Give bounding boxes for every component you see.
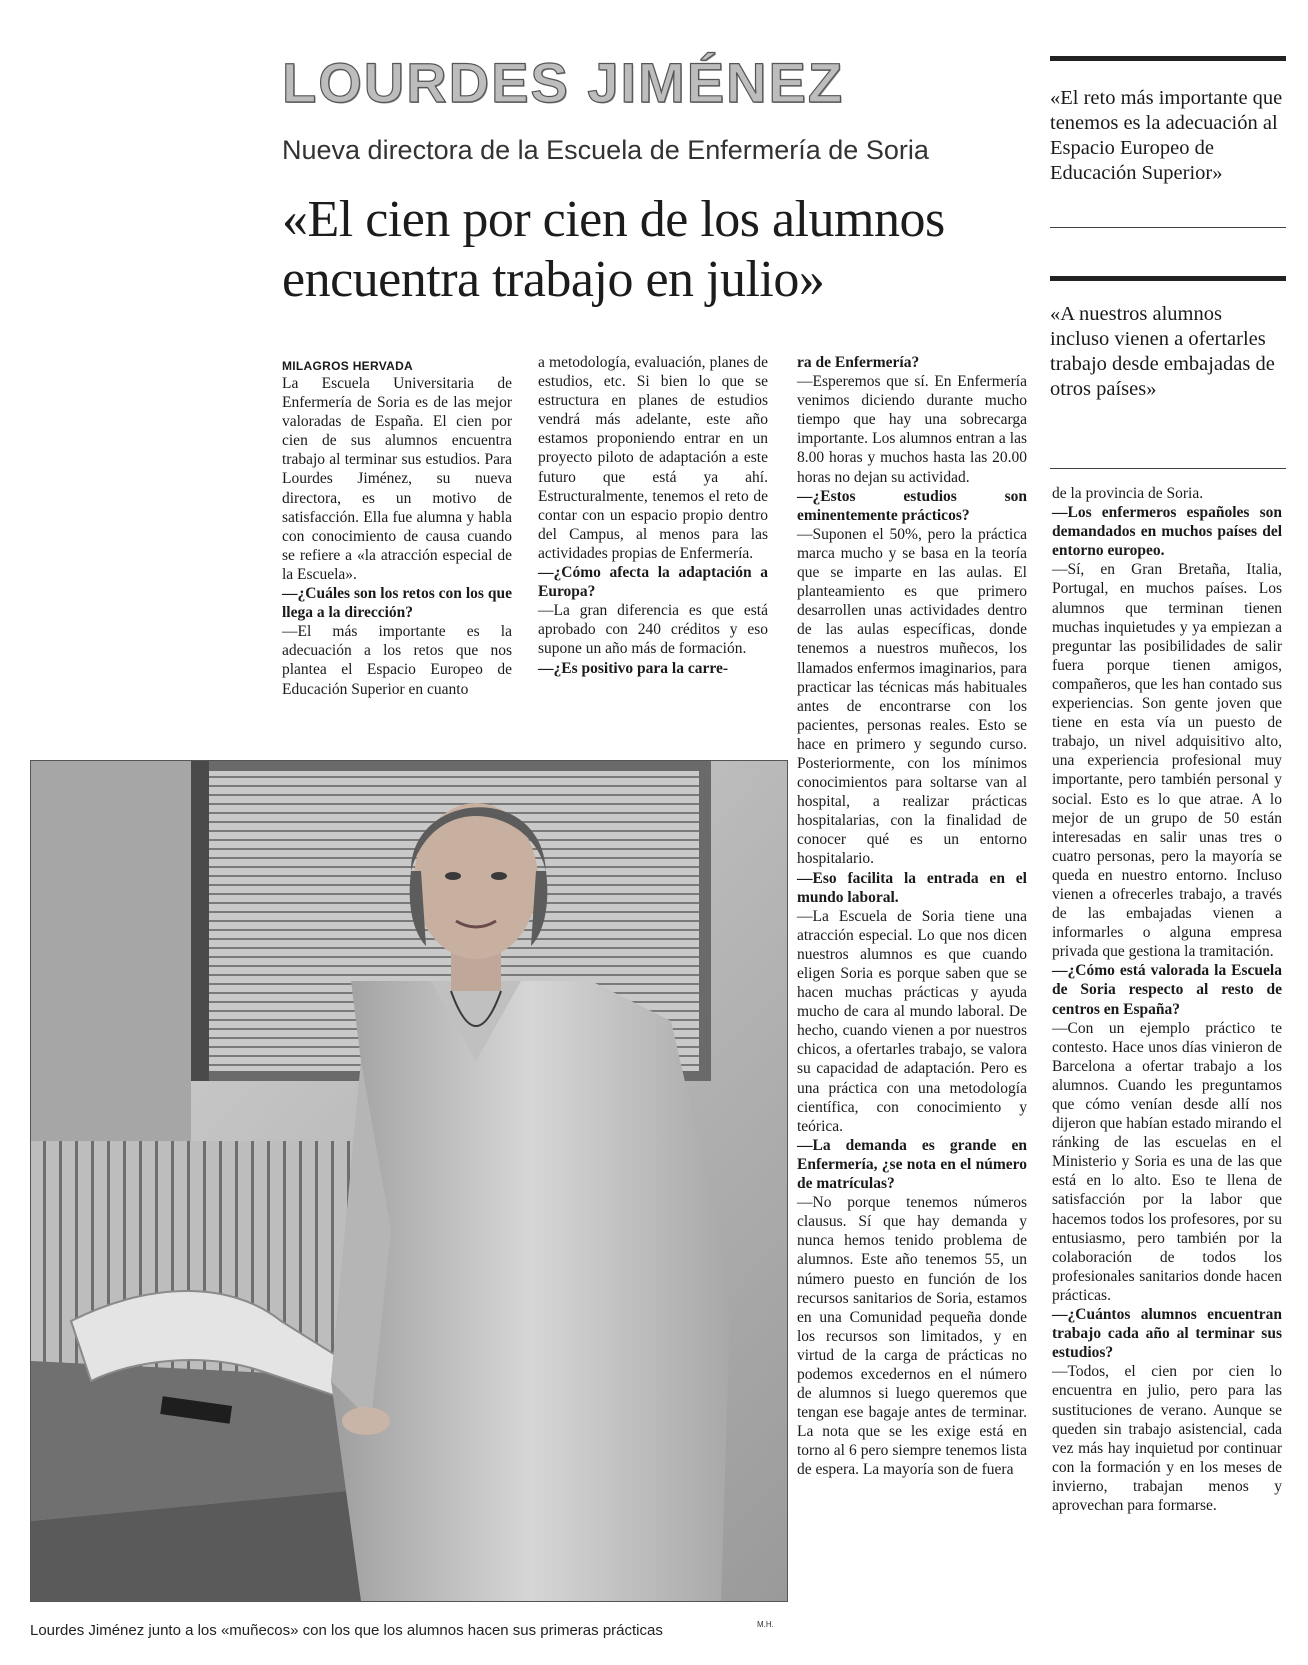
answer: —Con un ejemplo práctico te contesto. Hace unos días vinieron de Barcelona a ofertar trabajo a los alumnos. Cuando les preguntamos que cómo venían desde allí nos dijeron que habían estado mirando el ránking de las escuelas en el Ministerio y Soria es una de las que está en lo alto. Eso te llena de satisfacción por la labor que hacemos todos los profesores, por su entusiasmo, pero también por la colaboración de todos los profesionales sanitarios donde hacen prácticas. (1052, 1019, 1282, 1304)
question: —Los enfermeros españoles son demandados en muchos países del entorno europeo. (1052, 504, 1282, 560)
pull-quote-top-rule (1050, 56, 1286, 61)
answer: —Sí, en Gran Bretaña, Italia, Portugal, en muchos países. Los alumnos que terminan tienen muchas inquietudes y ya empiezan a preguntar las posibilidades de salir fuera porque tienen amigos, compañeros, que les han contado sus experiencias. Son gente joven que tiene en esta vía un puesto de trabajo, un nivel adquisitivo alto, una experiencia profesional muy importante, pero también personal y social. Esto es lo que atrae. A lo mejor de un grupo de 50 están interesadas en salir unas tres o cuatro personas, pero la mayoría se queda en nuestro entorno. Incluso vienen a ofrecerles trabajo, a través de las embajadas vienen a informarles o alguna empresa privada que gestiona la tramitación. (1052, 561, 1282, 961)
answer: —La Escuela de Soria tiene una atracción especial. Lo que nos dicen nuestros alumnos es que cuando eligen Soria es porque saben que se hacen muchas prácticas y ayuda mucho de cara al mundo laboral. De hecho, cuando vienen a por nuestros chicos, a ofertarles trabajo, se valora su capacidad de adaptación. Pero es una práctica con una metodología científica, con conocimiento y teórica. (797, 907, 1027, 1135)
headline: «El cien por cien de los alumnos encuentra trabajo en julio» (282, 191, 945, 308)
question: —La demanda es grande en Enfermería, ¿se nota en el número de matrículas? (797, 1136, 1027, 1193)
question: —¿Cuántos alumnos encuentran trabajo cada año al terminar sus estudios? (1052, 1306, 1282, 1362)
question: —¿Cómo está valorada la Escuela de Soria respecto al resto de centros en España? (1052, 962, 1282, 1018)
question: —¿Cuáles son los retos con los que llega a la dirección? (282, 585, 512, 622)
answer: —Esperemos que sí. En Enfermería venimos diciendo durante mucho tiempo que hay una sobrecarga importante. Los alumnos entran a las 8.00 horas y muchos hasta las 20.00 horas no dejan su actividad. (797, 373, 1027, 486)
pull-quote-1: «El reto más importante que tenemos es la adecuación al Espacio Europeo de Educación Superior» (1050, 87, 1283, 184)
answer: a metodología, evaluación, planes de estudios, etc. Si bien lo que se estructura en planes de estudios vendrá más adelante, este año estamos proponiendo entrar en un proyecto piloto de adaptación a este futuro que está ya ahí. Estructuralmente, tenemos el reto de contar con un espacio propio dentro del Campus, al menos para las actividades propias de Enfermería. (538, 354, 768, 562)
pull-quote-2-top-rule (1050, 276, 1286, 281)
article-column-3 (797, 353, 1027, 1480)
portrait-photo (30, 760, 788, 1602)
answer: —Todos, el cien por cien lo encuentra en julio, pero para las sustituciones de verano. Aunque se queden sin trabajo asistencial, cada vez más hay inquietud por continuar con la formación y en los meses de invierno, trabajan menos y aprovechan para formarse. (1052, 1363, 1282, 1514)
question: —¿Estos estudios son eminentemente prácticos? (797, 487, 1027, 524)
photo-credit: M.H. (757, 1620, 774, 1629)
subtitle: Nueva directora de la Escuela de Enfermería de Soria (282, 135, 929, 165)
answer: de la provincia de Soria. (1052, 485, 1204, 502)
question: ra de Enfermería? (797, 354, 920, 371)
photo-illustration (31, 761, 787, 1601)
byline: MILAGROS HERVADA (282, 359, 414, 373)
article-column-4 (1052, 484, 1282, 1515)
question: —¿Es positivo para la carre- (538, 659, 729, 677)
answer: —Suponen el 50%, pero la práctica marca mucho y se basa en la teoría que se imparte en las aulas. El planteamiento es que primero desarrollen unas actividades dentro de las aulas específicas, donde tenemos a nuestros muñecos, los llamados enfermos imaginarios, para practicar las técnicas más habituales antes de encontrarse con los pacientes, personas reales. Esto se hace en primero y segundo curso. Posteriormente, con los mínimos conocimientos para soltarse van al hospital, a realizar prácticas hospitalarias, con la finalidad de conocer qué es un entorno hospitalario. (797, 525, 1027, 868)
photo-caption: Lourdes Jiménez junto a los «muñecos» con los que los alumnos hacen sus primeras prácticas (30, 1622, 663, 1639)
question: —¿Cómo afecta la adaptación a Europa? (538, 564, 768, 601)
intro-paragraph: La Escuela Universitaria de Enfermería de Soria es de las mejor valoradas de España. El cien por cien de sus alumnos encuentra trabajo al terminar sus estudios. Para Lourdes Jiménez, su nueva directora, es un motivo de satisfacción. Ella fue alumna y habla con conocimiento de causa cuando se refiere a «la atracción especial de la Escuela». (282, 375, 512, 583)
article-column-2 (538, 353, 768, 678)
answer: —La gran diferencia es que está aprobado con 240 créditos y eso supone un año más de formación. (538, 602, 768, 658)
article-column-1 (282, 374, 512, 699)
answer: —El más importante es la adecuación a los retos que nos plantea el Espacio Europeo de Educación Superior en cuanto (282, 623, 512, 698)
pull-quote-2: «A nuestros alumnos incluso vienen a ofertarles trabajo desde embajadas de otros países» (1050, 303, 1275, 400)
interviewee-name: LOURDES JIMÉNEZ (282, 51, 845, 114)
answer: —No porque tenemos números clausus. Sí que hay demanda y nunca hemos tenido problema de alumnos. Este año tenemos 55, un número puesto en función de los recursos sanitarios de Soria, estamos en una Comunidad pequeña donde los recursos son limitados, y en virtud de la carga de prácticas no podemos excedernos en el número de alumnos si luego queremos que tengan ese bagaje antes de terminar. La nota que se les exige está en torno al 6 pero siempre tenemos lista de espera. La mayoría son de fuera (797, 1194, 1027, 1479)
pull-quote-divider (1050, 227, 1286, 228)
question: —Eso facilita la entrada en el mundo laboral. (797, 869, 1027, 906)
pull-quote-2-bottom-rule (1050, 468, 1286, 469)
